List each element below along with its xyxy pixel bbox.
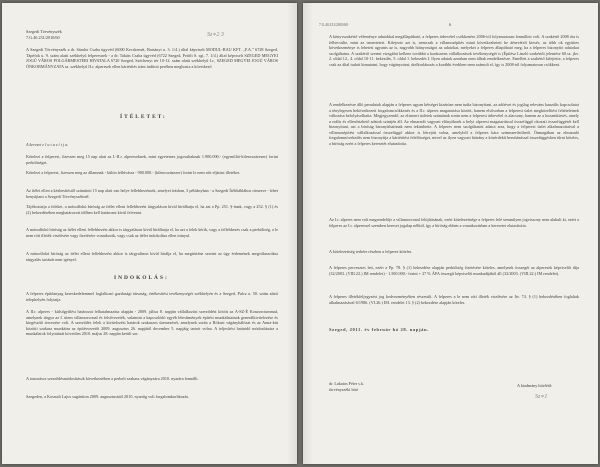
causation-paragraph: A rendelkezésre álló peradatok alapján a felperes ugyan kétséget kizáróan nem tudta bizonyítani, az adóévet és jogilag releváns kauzális kapcsolatot a ténylegesen bekövetkezett forgalomcsökkenés és a II.r. alperes magatartása között, hanem elsősorban a felperesi üzlet megközelítési feltételeinek változása befolyásolhatta. Megjegyzendő, az elismert üzletek számának során nem a felperesi árbevétel is alacsony, hanem az a hozamkiesés, amely a reális és ellenőrizhető adatok szintjén áll. Az elmaradó vagyoni előnyöknek a helyi alperesi magatartással összefüggő okozati összefüggését kell bizonyítani, azt a bíróság bizonyíthatónak nem tekinthette. A felperes nem szolgáltatott adatot arra, hogy a felperesi üzlet alkalmazottaival a villamosépítési vállalkozással összefüggő akkor is létrejött volna, amelyből a felperes kára számszerűsíthető. Önmagában az elmaradó forgalomnövekedés nem bizonyítja a kártérítési felelősséget, mivel az ilyen vagyoni hátrány a közérdekű beruházással összefüggésben tűrni köteles, a bíróság ezért a felperes keresetét elutasította.	[329, 102, 579, 146]
judgment-paragraph-appeal: Az ítélet ellen a kézbesítéstől számított 15 nap alatt van helye fellebbezésnek, amelyet írásban, 3 példányban - a Szegedi Ítélőtáblához címezve - lehet benyújtani a Szegedi Törvényszéknél.	[26, 188, 278, 199]
judgment-paragraph-info: Tájékoztatja a feleket, a másodfokú bíróság az ítélet elleni fellebbezést tárgyaláson kívül bírálhatja el, ha azt a Pp. 251. §-ának, vagy a 252. § (1) és (2) bekezdésében meghatározott időben kell határozni kívül felvenni.	[26, 204, 278, 215]
signer-name: dr. Lakatos Péter s.k.	[329, 381, 365, 386]
reasons-title: INDOKOLÁS:	[114, 275, 169, 281]
judgment-paragraph-second-instance: A másodfokú bíróság az ítélet elleni fellebbezést akkor is tárgyaláson kívül bírálhatja el, ha azt a felek kérik, vagy a fellebbezés csak a perköltség, a le nem rótt illeték viselésére vagy fizetésére vonatkozik, vagy csak az ítélet indokolása ellen irányul.	[26, 227, 278, 238]
signature-mark: Sz∗1	[535, 394, 548, 400]
document-page-left	[2, 3, 297, 464]
liability-paragraph: A kötelezettség terhére részben a felperes köteles.	[329, 249, 413, 254]
judgment-heading: A kereset e l u t a s í t j a.	[26, 142, 69, 147]
reasons-paragraph-amendments: A tonozásos szerződésmódosítások következtében a perbeli szakasz vágányzára 2010. nyarára fennállt.	[26, 376, 199, 381]
document-page-right	[303, 3, 598, 464]
court-name: Szegedi Törvényszék	[26, 29, 62, 34]
closing-date: Szeged, 2011. év február hó 28. napján.	[329, 327, 429, 332]
intro-paragraph: A Szegedi Törvényszék a dr. Sándor Csaba ügyvéd (6000 Kecskemét, Batsányi u. 3. 1/4.) által képviselt MODUL-BAU KFT. „F.A.” 6728 Szeged, Tápéfok u. 9. szám alatti székhelyű felperesnek - a dr. Takáts Csaba ügyvéd (6722 Szeged, Petőfi S. sgt. 7. 1/4.) által képviselt SZEGED MEGYEI JOGÚ VÁROS POLGÁRMESTERI HIVATALA 6720 Szeged, Széchenyi tér 10-12. szám alatti székhelyű I.r., SZEGED MEGYEI JOGÚ VÁROS ÖNKORMÁNYZATA sz. székhelyű II.r. alperesek ellen kártérítés iránt indított perében meghozta a következő	[26, 47, 278, 69]
fee-paragraph: A felperes illetékfeljegyzési jog kedvezményében részesült. A felperes a le nem rótt illeték viselésére az Itv. 74. § (1) bekezdésében foglaltak alkalmazásával 6/1986. (VI.26.) IM. rendelet 13. § (2) bekezdése alapján köteles.	[329, 294, 579, 305]
handwritten-mark: Sz∗2 3	[207, 32, 224, 38]
judgment-paragraph-fee: Kötelezi a felperest, fizessen meg az államnak - külön felhívásra - 900.000.- (kilencszázezer) forint le nem rótt eljárási illetéket.	[26, 170, 241, 175]
page-gutter-shadow	[287, 3, 297, 464]
judgment-paragraph-costs: Kötelezi a felperest, fizessen meg 15 nap alatt az I.-II.r. alpereseknek, mint egyetemes jogosultaknak 1.900.000.- (egymillió-kilencszázezer) forint perköltséget.	[26, 154, 278, 165]
page-number: 6	[449, 22, 452, 27]
reasons-paragraph-contract: A II.r. alperes - külsőgyűlési határozat felhatalmazása alapján - 2009. július 8. napján vállalkozási szerződést kötött az A-SZ-É Konzorciummal, amelynek tárgya az I. ütem villamosvonal és felsővezeték, valamint a kapcsolódó egyéb létesítmények építési munkálatainak generálkivitelezése és kiegészítő tervezése volt. A szerződés felek a kivitelezési határok szakaszos ütemezését, amelynek során a Rókusi vágányhálózat és az Anna-kút közötti szakasz munkáira az építésvezetői 2009. augusztus 26. napjától december 5. napjáig tartott volna. A teljesítési határidő módosítására a munkálatok folytatását követően 2010. május 28. napján került sor.	[26, 309, 278, 337]
reasons-paragraph-plaintiff: A felperes építőanyag kereskedelemmel foglalkozó gazdasági társaság, értékesítési tevékenységét székhelyén és a Szeged, Pulcz u. 50. szám alatti telephelyén folytatja.	[26, 291, 278, 302]
judgment-title: ÍTÉLETET:	[120, 114, 167, 120]
certification-note: A kiadmány hiteléül:	[517, 383, 553, 388]
signer-title: törvényszéki bíró	[329, 387, 359, 392]
costs-paragraph: A felperes pervesztes lett, ezért a Pp. 78. § (1) bekezdése alapján perköltség fizetésére köteles, amelynek összegét az alperesek képviselői díja (32/2003. (VIII.22.) IM rendelet) - 1.500.000.- forint + 27 % ÁFA összegű képviselői munkadíjából áll (32/2003. (VIII.22.) IM rendelet).	[329, 265, 579, 276]
page-gutter-shadow	[303, 3, 313, 464]
judgment-paragraph-hearing: A másodfokú bíróság az ítélet elleni fellebbezést akkor is tárgyaláson kívül bírálja el, ha megtörténe szerint az ügy érdemének megválaszolása tárgyalás tartását nem igényel.	[26, 251, 278, 262]
first-defendant-paragraph: Az I.r. alperes nem volt megrendelője a villamosvonal felújításának, ezért kötelezettsége a felperes felé semmilyen jogviszony nem alakult ki, ezért a felperes az I.r. alperessel szemben kereset jogalap nélkül, így a bíróság ebben a vonatkozásban a keresetet elutasította.	[329, 217, 579, 228]
reasons-paragraph-traffic: Szegeden, a Kossuth Lajos sugárúton 2009. augusztusától 2010. nyaráig volt forgalomkorlátozás.	[26, 394, 190, 399]
expert-opinion-paragraph: A könyvszakértő véleménye adatokkal megállapítható, a felperes árbevétel csökkenése 2006-tól folyamatosan fennállott volt. A szakértő 2008 óta is felbecsülte, mint az ismertetett. Kifejezte azt is, nemcsak a villamosépítés miatt következhetett be árbevételi kiesés, az több ok együttes következménye is lehetett ugyanis az is, nagyobb hiányosságot az adatokat, melyeket a felperes állapítható meg, ha a felperes bizonyító adatokat szolgáltatna. A szakértő szerint vizsgálni kellene továbbá a konkurens vállalkozások tevékenységét is (Építész László szakértői jelentése 60.sz. jkv. 2. oldal 12., 4. oldal 10-11. bekezdés, 5. oldal 1. bekezdés I. Ilyen adatok azonban nem álltak rendelkezésre. Emellett a szakértő kifejtette, a felperes csak az által tudott kimutatni, hogy vágányzárat, útelkorlátozás a korábbi években nem számolt el, így is 2008-tól folyamatosan csökkent.	[329, 34, 579, 67]
case-reference: 7.G.40.231/2010/60	[26, 35, 60, 40]
case-reference: 7.G.40.231/2010/60	[319, 23, 348, 27]
